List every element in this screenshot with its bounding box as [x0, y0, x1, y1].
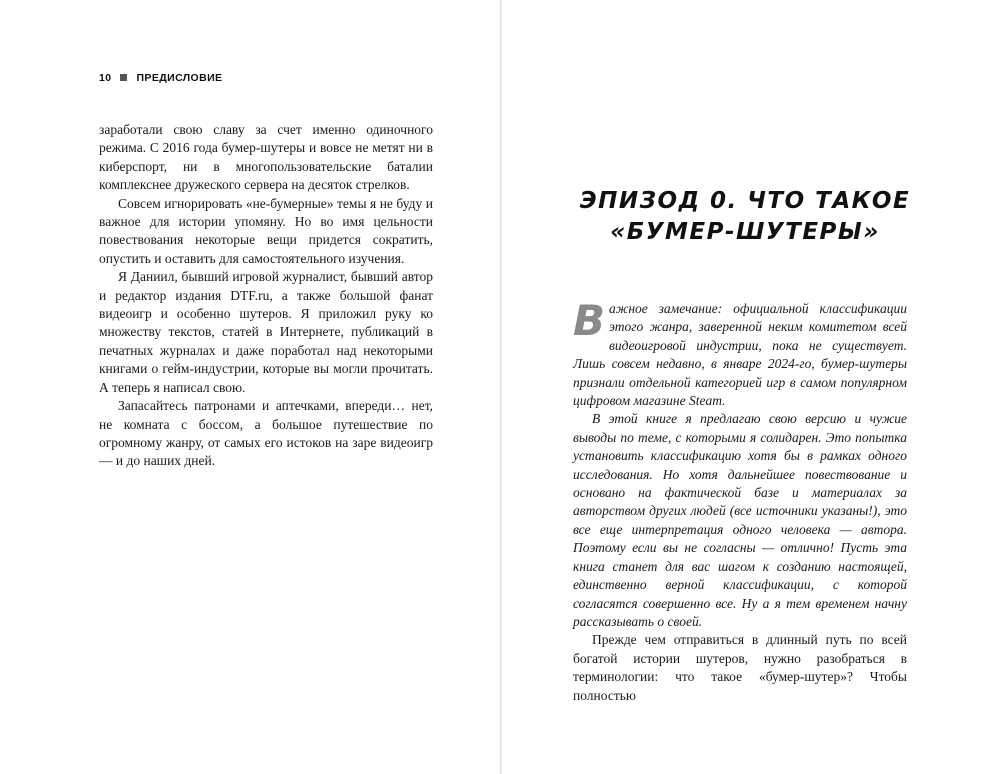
paragraph: Я Даниил, бывший игровой журналист, бывший автор и редактор издания DTF.ru, а также большой фанат видеоигр и особенно шутеров. Я приложил руку ко множеству текстов, статей в Интернете, публикаций в печатных журналах и даже поработал над некоторыми книгами о гейм-индустрии, которые вы могли прочитать. А теперь я написал свою.	[99, 269, 433, 395]
running-title: ПРЕДИСЛОВИЕ	[136, 72, 223, 84]
square-bullet-icon	[120, 74, 127, 81]
intro-note-paragraph	[573, 296, 907, 410]
right-page	[502, 0, 1002, 774]
right-body-text	[573, 296, 907, 705]
chapter-title-line: «БУМЕР-ШУТЕРЫ»	[610, 219, 880, 245]
paragraph: Совсем игнорировать «не-бумерные» темы я не буду и важное для истории упомяну. Но во имя цельности повествования некоторые вещи придется сократить, опустить и оставить для самостоятельного изучения.	[99, 195, 433, 266]
chapter-title-line: ЭПИЗОД 0. ЧТО ТАКОЕ	[579, 188, 911, 214]
intro-note-text: ажное замечание: официальной классификации этого жанра, заверенной неким комитетом всей видеоигровой индустрии, пока не существует. Лишь совсем недавно, в январе 2024-го, бумер-шутеры признали отдельной категорией игр в самом популярном цифровом магазине Steam.	[573, 301, 907, 409]
paragraph: В этой книге я предлагаю свою версию и чужие выводы по теме, с которыми я солидарен. Это попытка установить классификацию хотя бы в рамках одного исследования. Но хотя дальнейшее повествование и основано на фактической базе и материалах за авторством других людей (все источники указаны!), это все еще интерпретация одного человека — автора. Поэтому если вы не согласны — отлично! Пусть эта книга станет для вас шагом к созданию настоящей, единственно верной классификации, с которой согласятся совершенно все. Ну а я тем временем начну рассказывать о своей.	[573, 411, 907, 629]
running-head	[99, 72, 222, 84]
left-page	[0, 0, 500, 774]
left-body-text	[99, 121, 433, 471]
drop-cap: В	[573, 296, 606, 345]
chapter-title	[502, 186, 988, 248]
paragraph: заработали свою славу за счет именно одиночного режима. С 2016 года бумер-шутеры и вовсе не метят ни в киберспорт, ни в многопользовательские баталии комплекснее дружеского сервера на десяток стрелков.	[99, 122, 433, 193]
paragraph: Прежде чем отправиться в длинный путь по всей богатой истории шутеров, нужно разобраться в терминологии: что такое «бумер-шутер»? Чтобы полностью	[573, 632, 907, 703]
page-number: 10	[99, 72, 112, 84]
paragraph: Запасайтесь патронами и аптечками, впереди… нет, не комната с боссом, а большое путешествие по огромному жанру, от самых его истоков на заре видеоигр — и до наших дней.	[99, 398, 433, 469]
